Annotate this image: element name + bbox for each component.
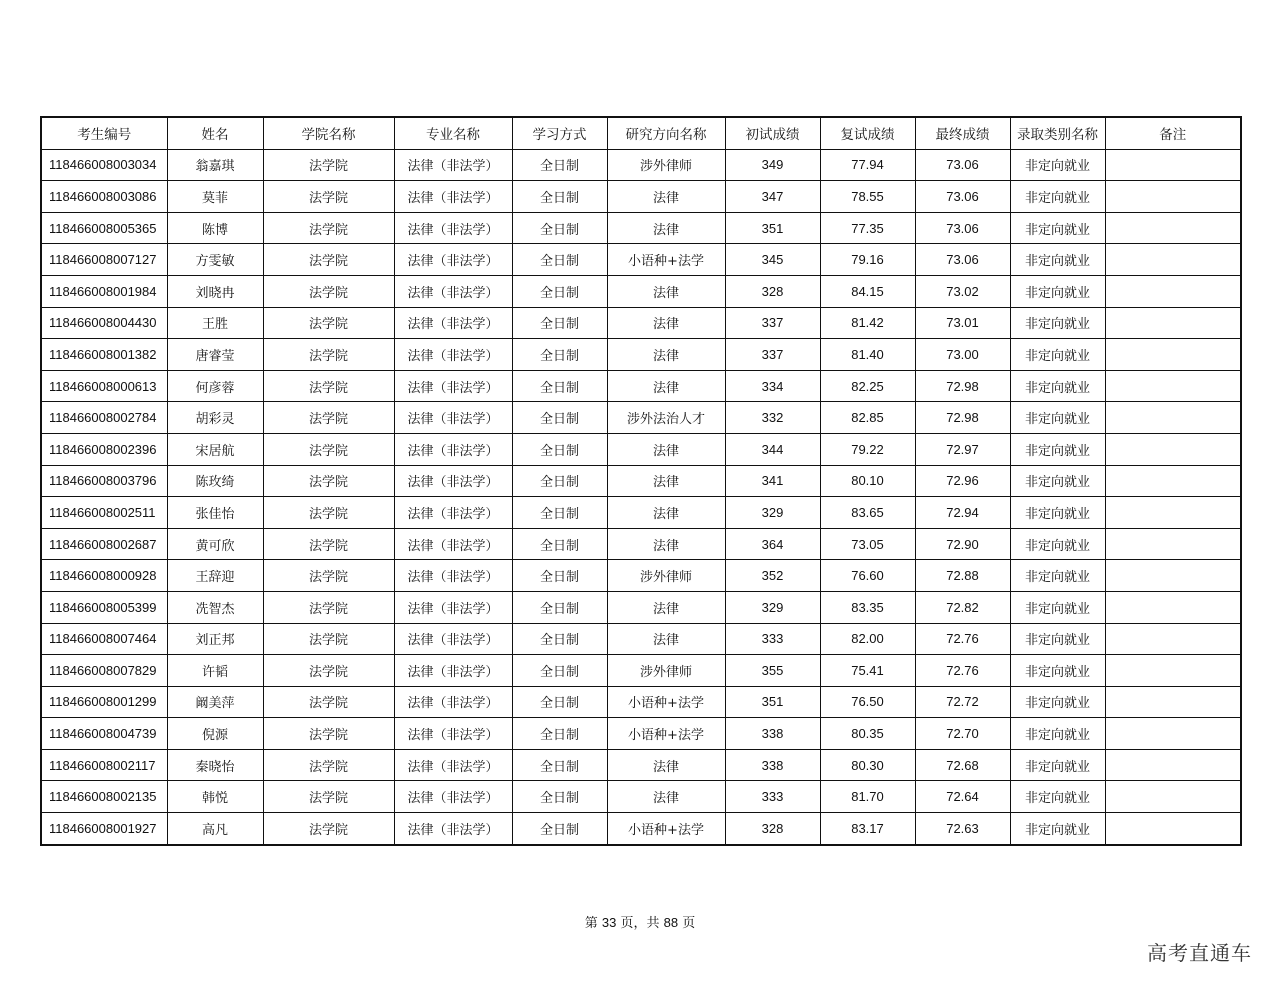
column-header-research-direction: 研究方向名称: [607, 117, 725, 149]
cell-final-score: 73.06: [915, 149, 1010, 181]
cell-major: 法律（非法学）: [394, 655, 512, 687]
cell-retest-score: 77.35: [820, 212, 915, 244]
cell-candidate-id: 118466008004430: [41, 307, 167, 339]
cell-final-score: 72.64: [915, 781, 1010, 813]
cell-study-mode: 全日制: [512, 465, 607, 497]
cell-college: 法学院: [263, 433, 394, 465]
cell-final-score: 72.90: [915, 528, 1010, 560]
table-row: [41, 465, 1241, 497]
cell-study-mode: 全日制: [512, 370, 607, 402]
cell-retest-score: 76.50: [820, 686, 915, 718]
cell-prelim-score: 349: [725, 149, 820, 181]
table-row: [41, 244, 1241, 276]
cell-retest-score: 75.41: [820, 655, 915, 687]
cell-prelim-score: 337: [725, 307, 820, 339]
cell-admission-category: 非定向就业: [1010, 181, 1105, 213]
cell-major: 法律（非法学）: [394, 623, 512, 655]
cell-retest-score: 83.17: [820, 813, 915, 845]
cell-name: 许韬: [167, 655, 263, 687]
cell-study-mode: 全日制: [512, 181, 607, 213]
cell-admission-category: 非定向就业: [1010, 528, 1105, 560]
cell-major: 法律（非法学）: [394, 307, 512, 339]
cell-study-mode: 全日制: [512, 686, 607, 718]
cell-research-direction: 法律: [607, 781, 725, 813]
cell-name: 张佳怡: [167, 497, 263, 529]
cell-college: 法学院: [263, 244, 394, 276]
cell-study-mode: 全日制: [512, 244, 607, 276]
cell-research-direction: 小语种+法学: [607, 686, 725, 718]
cell-retest-score: 82.25: [820, 370, 915, 402]
cell-retest-score: 81.42: [820, 307, 915, 339]
table-row: [41, 307, 1241, 339]
cell-final-score: 72.76: [915, 623, 1010, 655]
cell-name: 胡彩灵: [167, 402, 263, 434]
cell-candidate-id: 118466008002117: [41, 749, 167, 781]
cell-candidate-id: 118466008001382: [41, 339, 167, 371]
cell-name: 韩悦: [167, 781, 263, 813]
cell-college: 法学院: [263, 686, 394, 718]
cell-remarks: [1105, 497, 1241, 529]
cell-study-mode: 全日制: [512, 212, 607, 244]
cell-candidate-id: 118466008003034: [41, 149, 167, 181]
cell-candidate-id: 118466008001984: [41, 275, 167, 307]
cell-research-direction: 法律: [607, 275, 725, 307]
cell-college: 法学院: [263, 623, 394, 655]
cell-final-score: 72.72: [915, 686, 1010, 718]
cell-admission-category: 非定向就业: [1010, 497, 1105, 529]
cell-study-mode: 全日制: [512, 528, 607, 560]
cell-study-mode: 全日制: [512, 307, 607, 339]
cell-name: 莫菲: [167, 181, 263, 213]
cell-college: 法学院: [263, 718, 394, 750]
table-row: [41, 623, 1241, 655]
cell-retest-score: 81.40: [820, 339, 915, 371]
cell-research-direction: 法律: [607, 497, 725, 529]
cell-prelim-score: 345: [725, 244, 820, 276]
page-prefix: 第: [584, 916, 598, 931]
cell-retest-score: 82.85: [820, 402, 915, 434]
table-header-row: [41, 117, 1241, 149]
cell-research-direction: 小语种+法学: [607, 244, 725, 276]
cell-study-mode: 全日制: [512, 813, 607, 845]
cell-research-direction: 涉外律师: [607, 560, 725, 592]
cell-admission-category: 非定向就业: [1010, 275, 1105, 307]
cell-candidate-id: 118466008003086: [41, 181, 167, 213]
table-row: [41, 212, 1241, 244]
admission-table: [40, 116, 1242, 846]
cell-retest-score: 83.35: [820, 591, 915, 623]
table-row: [41, 497, 1241, 529]
cell-study-mode: 全日制: [512, 497, 607, 529]
cell-final-score: 72.94: [915, 497, 1010, 529]
column-header-major: 专业名称: [394, 117, 512, 149]
cell-college: 法学院: [263, 465, 394, 497]
cell-retest-score: 76.60: [820, 560, 915, 592]
table-row: [41, 813, 1241, 845]
cell-remarks: [1105, 749, 1241, 781]
cell-college: 法学院: [263, 528, 394, 560]
cell-college: 法学院: [263, 212, 394, 244]
cell-prelim-score: 328: [725, 813, 820, 845]
cell-research-direction: 小语种+法学: [607, 718, 725, 750]
cell-major: 法律（非法学）: [394, 339, 512, 371]
cell-college: 法学院: [263, 339, 394, 371]
cell-college: 法学院: [263, 275, 394, 307]
cell-major: 法律（非法学）: [394, 433, 512, 465]
cell-admission-category: 非定向就业: [1010, 370, 1105, 402]
cell-admission-category: 非定向就业: [1010, 591, 1105, 623]
cell-college: 法学院: [263, 149, 394, 181]
cell-college: 法学院: [263, 497, 394, 529]
cell-college: 法学院: [263, 402, 394, 434]
cell-final-score: 72.97: [915, 433, 1010, 465]
cell-prelim-score: 351: [725, 686, 820, 718]
cell-college: 法学院: [263, 781, 394, 813]
cell-retest-score: 79.22: [820, 433, 915, 465]
cell-major: 法律（非法学）: [394, 465, 512, 497]
cell-name: 王胜: [167, 307, 263, 339]
column-header-final-score: 最终成绩: [915, 117, 1010, 149]
column-header-candidate-id: 考生编号: [41, 117, 167, 149]
cell-candidate-id: 118466008001927: [41, 813, 167, 845]
cell-study-mode: 全日制: [512, 749, 607, 781]
cell-prelim-score: 329: [725, 497, 820, 529]
cell-retest-score: 81.70: [820, 781, 915, 813]
cell-remarks: [1105, 149, 1241, 181]
cell-name: 宋居航: [167, 433, 263, 465]
cell-remarks: [1105, 465, 1241, 497]
page-middle-text: 页，共: [620, 916, 660, 931]
cell-candidate-id: 118466008007464: [41, 623, 167, 655]
cell-candidate-id: 118466008005399: [41, 591, 167, 623]
cell-name: 陈博: [167, 212, 263, 244]
cell-admission-category: 非定向就业: [1010, 655, 1105, 687]
cell-prelim-score: 344: [725, 433, 820, 465]
cell-prelim-score: 351: [725, 212, 820, 244]
cell-name: 王辞迎: [167, 560, 263, 592]
cell-remarks: [1105, 402, 1241, 434]
cell-major: 法律（非法学）: [394, 212, 512, 244]
cell-major: 法律（非法学）: [394, 370, 512, 402]
cell-research-direction: 小语种+法学: [607, 813, 725, 845]
cell-major: 法律（非法学）: [394, 781, 512, 813]
cell-major: 法律（非法学）: [394, 275, 512, 307]
cell-admission-category: 非定向就业: [1010, 623, 1105, 655]
cell-retest-score: 80.35: [820, 718, 915, 750]
cell-candidate-id: 118466008002396: [41, 433, 167, 465]
table-row: [41, 560, 1241, 592]
cell-remarks: [1105, 433, 1241, 465]
cell-prelim-score: 333: [725, 623, 820, 655]
cell-retest-score: 84.15: [820, 275, 915, 307]
cell-major: 法律（非法学）: [394, 497, 512, 529]
cell-admission-category: 非定向就业: [1010, 813, 1105, 845]
cell-prelim-score: 329: [725, 591, 820, 623]
cell-remarks: [1105, 623, 1241, 655]
cell-prelim-score: 333: [725, 781, 820, 813]
cell-remarks: [1105, 813, 1241, 845]
cell-final-score: 72.82: [915, 591, 1010, 623]
admission-table-container: [40, 116, 1240, 846]
table-row: [41, 686, 1241, 718]
column-header-remarks: 备注: [1105, 117, 1241, 149]
cell-candidate-id: 118466008000928: [41, 560, 167, 592]
cell-prelim-score: 334: [725, 370, 820, 402]
cell-name: 高凡: [167, 813, 263, 845]
cell-prelim-score: 341: [725, 465, 820, 497]
cell-remarks: [1105, 781, 1241, 813]
cell-final-score: 72.70: [915, 718, 1010, 750]
cell-prelim-score: 355: [725, 655, 820, 687]
cell-prelim-score: 364: [725, 528, 820, 560]
cell-college: 法学院: [263, 655, 394, 687]
cell-candidate-id: 118466008003796: [41, 465, 167, 497]
cell-final-score: 72.76: [915, 655, 1010, 687]
cell-candidate-id: 118466008001299: [41, 686, 167, 718]
cell-name: 秦晓怡: [167, 749, 263, 781]
cell-study-mode: 全日制: [512, 718, 607, 750]
cell-research-direction: 法律: [607, 339, 725, 371]
cell-study-mode: 全日制: [512, 623, 607, 655]
cell-college: 法学院: [263, 370, 394, 402]
cell-remarks: [1105, 655, 1241, 687]
cell-remarks: [1105, 528, 1241, 560]
cell-remarks: [1105, 370, 1241, 402]
cell-admission-category: 非定向就业: [1010, 307, 1105, 339]
cell-name: 方雯敏: [167, 244, 263, 276]
cell-remarks: [1105, 591, 1241, 623]
cell-research-direction: 涉外法治人才: [607, 402, 725, 434]
cell-retest-score: 83.65: [820, 497, 915, 529]
cell-major: 法律（非法学）: [394, 560, 512, 592]
cell-study-mode: 全日制: [512, 591, 607, 623]
cell-remarks: [1105, 560, 1241, 592]
cell-name: 黄可欣: [167, 528, 263, 560]
cell-research-direction: 法律: [607, 623, 725, 655]
cell-remarks: [1105, 718, 1241, 750]
cell-study-mode: 全日制: [512, 275, 607, 307]
column-header-college: 学院名称: [263, 117, 394, 149]
table-row: [41, 370, 1241, 402]
cell-candidate-id: 118466008002687: [41, 528, 167, 560]
cell-remarks: [1105, 212, 1241, 244]
cell-retest-score: 79.16: [820, 244, 915, 276]
table-row: [41, 275, 1241, 307]
table-row: [41, 591, 1241, 623]
cell-admission-category: 非定向就业: [1010, 402, 1105, 434]
cell-prelim-score: 352: [725, 560, 820, 592]
cell-college: 法学院: [263, 307, 394, 339]
cell-remarks: [1105, 244, 1241, 276]
cell-name: 唐睿莹: [167, 339, 263, 371]
cell-name: 冼智杰: [167, 591, 263, 623]
cell-final-score: 72.88: [915, 560, 1010, 592]
cell-final-score: 73.06: [915, 212, 1010, 244]
cell-admission-category: 非定向就业: [1010, 686, 1105, 718]
cell-final-score: 72.63: [915, 813, 1010, 845]
cell-name: 阚美萍: [167, 686, 263, 718]
cell-college: 法学院: [263, 560, 394, 592]
table-row: [41, 655, 1241, 687]
cell-admission-category: 非定向就业: [1010, 212, 1105, 244]
cell-study-mode: 全日制: [512, 781, 607, 813]
cell-name: 陈玫绮: [167, 465, 263, 497]
cell-prelim-score: 338: [725, 749, 820, 781]
table-row: [41, 433, 1241, 465]
cell-retest-score: 73.05: [820, 528, 915, 560]
cell-study-mode: 全日制: [512, 402, 607, 434]
cell-college: 法学院: [263, 749, 394, 781]
table-row: [41, 339, 1241, 371]
table-row: [41, 149, 1241, 181]
cell-college: 法学院: [263, 813, 394, 845]
watermark-text: 高考直通车: [1147, 941, 1252, 965]
cell-retest-score: 78.55: [820, 181, 915, 213]
cell-research-direction: 法律: [607, 749, 725, 781]
cell-final-score: 73.02: [915, 275, 1010, 307]
cell-major: 法律（非法学）: [394, 718, 512, 750]
cell-remarks: [1105, 275, 1241, 307]
cell-research-direction: 法律: [607, 370, 725, 402]
cell-research-direction: 法律: [607, 528, 725, 560]
cell-name: 刘晓冉: [167, 275, 263, 307]
cell-retest-score: 80.10: [820, 465, 915, 497]
cell-candidate-id: 118466008005365: [41, 212, 167, 244]
cell-prelim-score: 332: [725, 402, 820, 434]
cell-study-mode: 全日制: [512, 149, 607, 181]
cell-research-direction: 法律: [607, 307, 725, 339]
cell-major: 法律（非法学）: [394, 686, 512, 718]
cell-final-score: 73.00: [915, 339, 1010, 371]
cell-major: 法律（非法学）: [394, 402, 512, 434]
cell-major: 法律（非法学）: [394, 181, 512, 213]
cell-final-score: 73.01: [915, 307, 1010, 339]
cell-name: 何彦蓉: [167, 370, 263, 402]
cell-candidate-id: 118466008007829: [41, 655, 167, 687]
table-body: [41, 149, 1241, 845]
cell-major: 法律（非法学）: [394, 149, 512, 181]
cell-study-mode: 全日制: [512, 560, 607, 592]
cell-admission-category: 非定向就业: [1010, 433, 1105, 465]
cell-final-score: 72.68: [915, 749, 1010, 781]
cell-research-direction: 法律: [607, 212, 725, 244]
cell-prelim-score: 338: [725, 718, 820, 750]
table-row: [41, 781, 1241, 813]
cell-final-score: 72.98: [915, 370, 1010, 402]
cell-retest-score: 80.30: [820, 749, 915, 781]
cell-major: 法律（非法学）: [394, 749, 512, 781]
cell-name: 刘正邦: [167, 623, 263, 655]
cell-admission-category: 非定向就业: [1010, 465, 1105, 497]
cell-study-mode: 全日制: [512, 339, 607, 371]
cell-major: 法律（非法学）: [394, 813, 512, 845]
cell-retest-score: 82.00: [820, 623, 915, 655]
total-page-number: 88: [663, 915, 679, 930]
cell-candidate-id: 118466008002784: [41, 402, 167, 434]
page-number-footer: [0, 912, 1280, 931]
column-header-study-mode: 学习方式: [512, 117, 607, 149]
cell-study-mode: 全日制: [512, 655, 607, 687]
cell-research-direction: 法律: [607, 591, 725, 623]
column-header-prelim-score: 初试成绩: [725, 117, 820, 149]
cell-research-direction: 法律: [607, 465, 725, 497]
cell-research-direction: 涉外律师: [607, 655, 725, 687]
cell-candidate-id: 118466008002135: [41, 781, 167, 813]
table-row: [41, 749, 1241, 781]
cell-candidate-id: 118466008000613: [41, 370, 167, 402]
cell-admission-category: 非定向就业: [1010, 149, 1105, 181]
column-header-admission-category: 录取类别名称: [1010, 117, 1105, 149]
cell-college: 法学院: [263, 181, 394, 213]
cell-admission-category: 非定向就业: [1010, 244, 1105, 276]
table-row: [41, 718, 1241, 750]
cell-admission-category: 非定向就业: [1010, 339, 1105, 371]
table-row: [41, 181, 1241, 213]
column-header-name: 姓名: [167, 117, 263, 149]
cell-admission-category: 非定向就业: [1010, 560, 1105, 592]
cell-major: 法律（非法学）: [394, 591, 512, 623]
cell-study-mode: 全日制: [512, 433, 607, 465]
cell-final-score: 73.06: [915, 244, 1010, 276]
cell-final-score: 72.98: [915, 402, 1010, 434]
cell-research-direction: 法律: [607, 181, 725, 213]
cell-candidate-id: 118466008007127: [41, 244, 167, 276]
cell-major: 法律（非法学）: [394, 528, 512, 560]
cell-research-direction: 法律: [607, 433, 725, 465]
table-row: [41, 402, 1241, 434]
cell-admission-category: 非定向就业: [1010, 749, 1105, 781]
cell-retest-score: 77.94: [820, 149, 915, 181]
cell-major: 法律（非法学）: [394, 244, 512, 276]
cell-remarks: [1105, 686, 1241, 718]
cell-remarks: [1105, 181, 1241, 213]
cell-prelim-score: 347: [725, 181, 820, 213]
cell-remarks: [1105, 339, 1241, 371]
cell-prelim-score: 337: [725, 339, 820, 371]
cell-prelim-score: 328: [725, 275, 820, 307]
cell-final-score: 72.96: [915, 465, 1010, 497]
cell-name: 倪源: [167, 718, 263, 750]
cell-college: 法学院: [263, 591, 394, 623]
cell-name: 翁嘉琪: [167, 149, 263, 181]
cell-candidate-id: 118466008002511: [41, 497, 167, 529]
cell-research-direction: 涉外律师: [607, 149, 725, 181]
cell-admission-category: 非定向就业: [1010, 781, 1105, 813]
cell-candidate-id: 118466008004739: [41, 718, 167, 750]
page-suffix: 页: [682, 916, 696, 931]
column-header-retest-score: 复试成绩: [820, 117, 915, 149]
cell-admission-category: 非定向就业: [1010, 718, 1105, 750]
cell-final-score: 73.06: [915, 181, 1010, 213]
current-page-number: 33: [601, 915, 617, 930]
cell-remarks: [1105, 307, 1241, 339]
table-row: [41, 528, 1241, 560]
